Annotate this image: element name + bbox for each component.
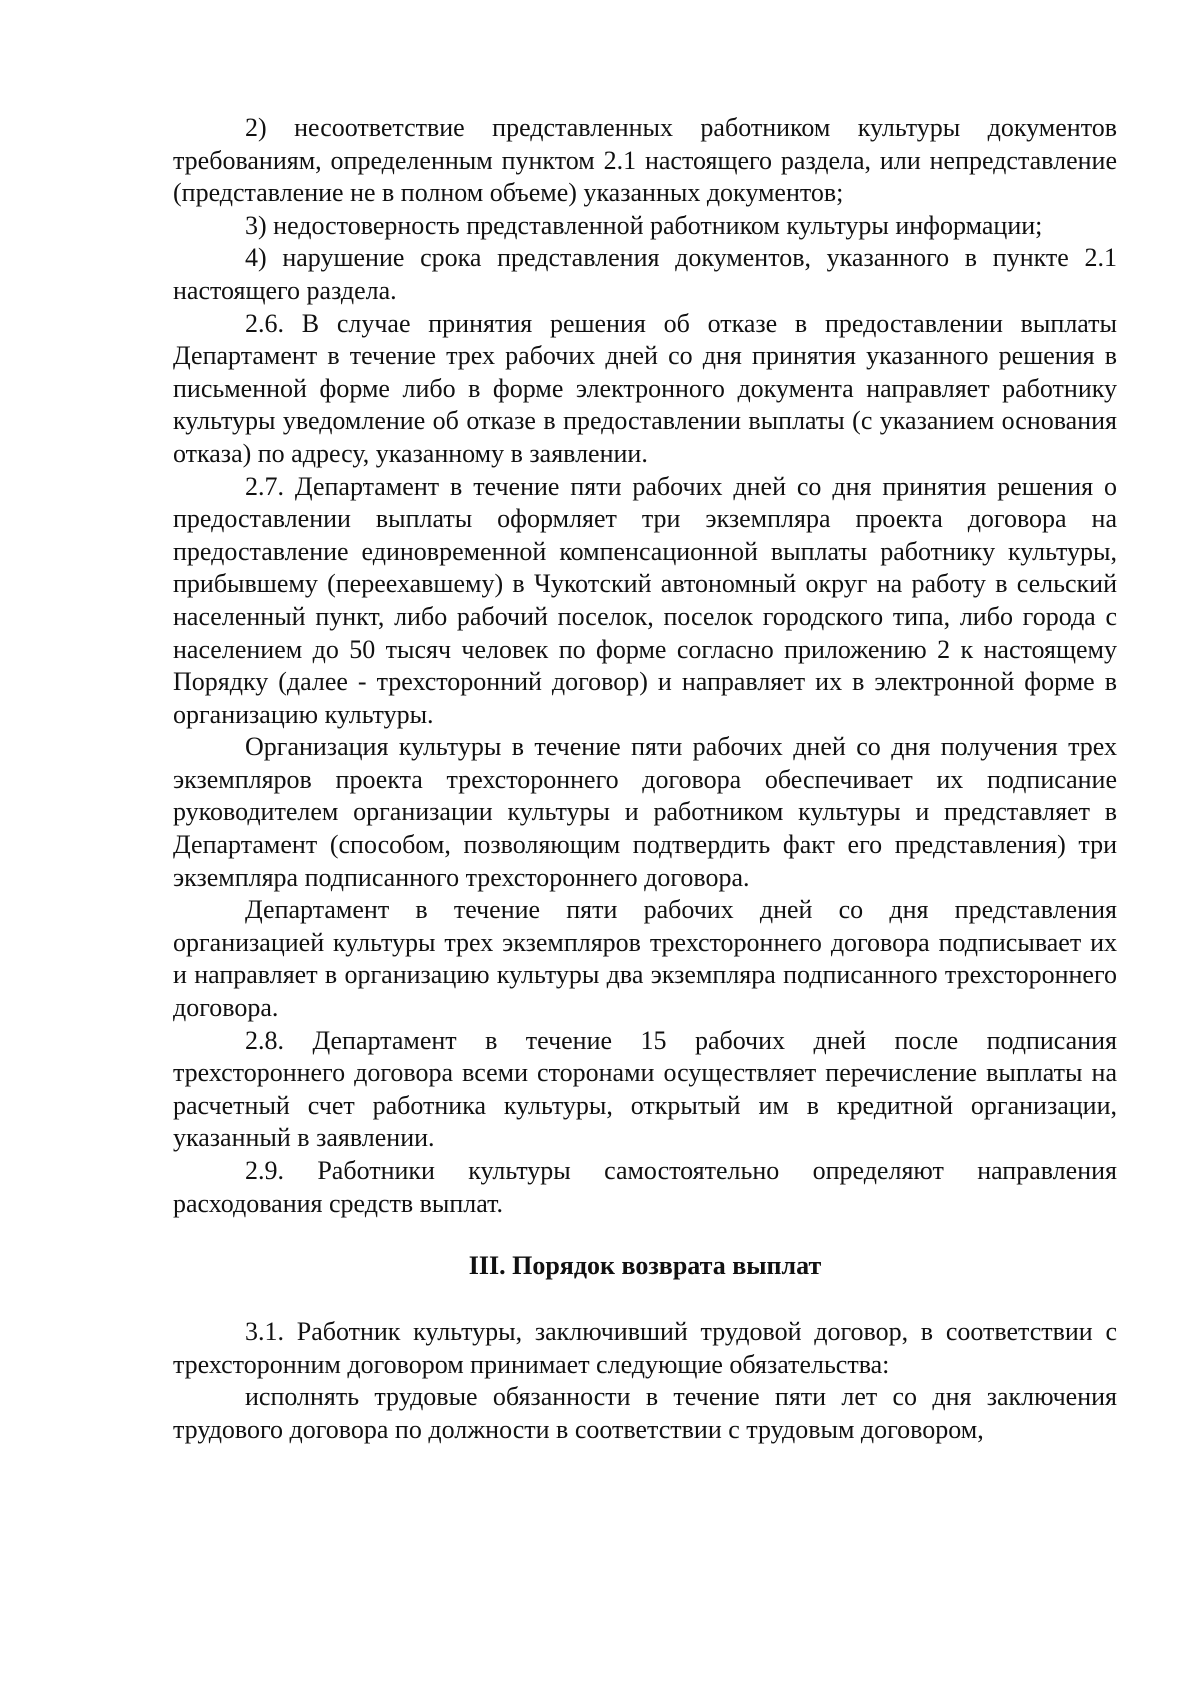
paragraph-obligation: исполнять трудовые обязанности в течение пяти лет со дня заключения трудового договора по должности в соответствии с трудовым договором, <box>173 1382 1117 1444</box>
paragraph-2-7-org: Организация культуры в течение пяти рабочих дней со дня получения трех экземпляров проекта трехстороннего договора обеспечивает их подписание руководителем организации культуры и работником культуры и представляет в Департамент (способом, позволяющим подтвердить факт его представления) три экземпляра подписанного трехстороннего договора. <box>173 732 1117 892</box>
paragraph-item-2: 2) несоответствие представленных работником культуры документов требованиям, определенным пунктом 2.1 настоящего раздела, или непредставление (представление не в полном объеме) указанных документов; <box>173 113 1117 208</box>
paragraph-2-9: 2.9. Работники культуры самостоятельно определяют направления расходования средств выплат. <box>173 1156 1117 1218</box>
paragraph-2-8: 2.8. Департамент в течение 15 рабочих дней после подписания трехстороннего договора всеми сторонами осуществляет перечисление выплаты на расчетный счет работника культуры, открытый им в кредитной организации, указанный в заявлении. <box>173 1025 1117 1153</box>
paragraph-2-7-dept: Департамент в течение пяти рабочих дней со дня представления организацией культуры трех экземпляров трехстороннего договора подписывает их и направляет в организацию культуры два экземпляра подписанного трехстороннего договора. <box>173 895 1117 1023</box>
paragraph-2-6: 2.6. В случае принятия решения об отказе в предоставлении выплаты Департамент в течение трех рабочих дней со дня принятия указанного решения в письменной форме либо в форме электронного документа направляет работнику культуры уведомление об отказе в предоставлении выплаты (с указанием основания отказа) по адресу, указанному в заявлении. <box>173 308 1117 468</box>
paragraph-3-1: 3.1. Работник культуры, заключивший трудовой договор, в соответствии с трехсторонним договором принимает следующие обязательства: <box>173 1317 1117 1379</box>
section-title: III. Порядок возврата выплат <box>468 1251 822 1281</box>
paragraph-item-4: 4) нарушение срока представления документов, указанного в пункте 2.1 настоящего раздела. <box>173 243 1117 305</box>
paragraph-2-7: 2.7. Департамент в течение пяти рабочих дней со дня принятия решения о предоставлении выплаты оформляет три экземпляра проекта договора на предоставление единовременной компенсационной выплаты работнику культуры, прибывшему (переехавшему) в Чукотский автономный округ на работу в сельский населенный пункт, либо рабочий поселок, поселок городского типа, либо города с населением до 50 тысяч человек по форме согласно приложению 2 к настоящему Порядку (далее - трехсторонний договор) и направляет их в электронной форме в организацию культуры. <box>173 471 1117 729</box>
document-page <box>173 112 1117 1447</box>
paragraph-item-3: 3) недостоверность представленной работником культуры информации; <box>245 210 1043 240</box>
